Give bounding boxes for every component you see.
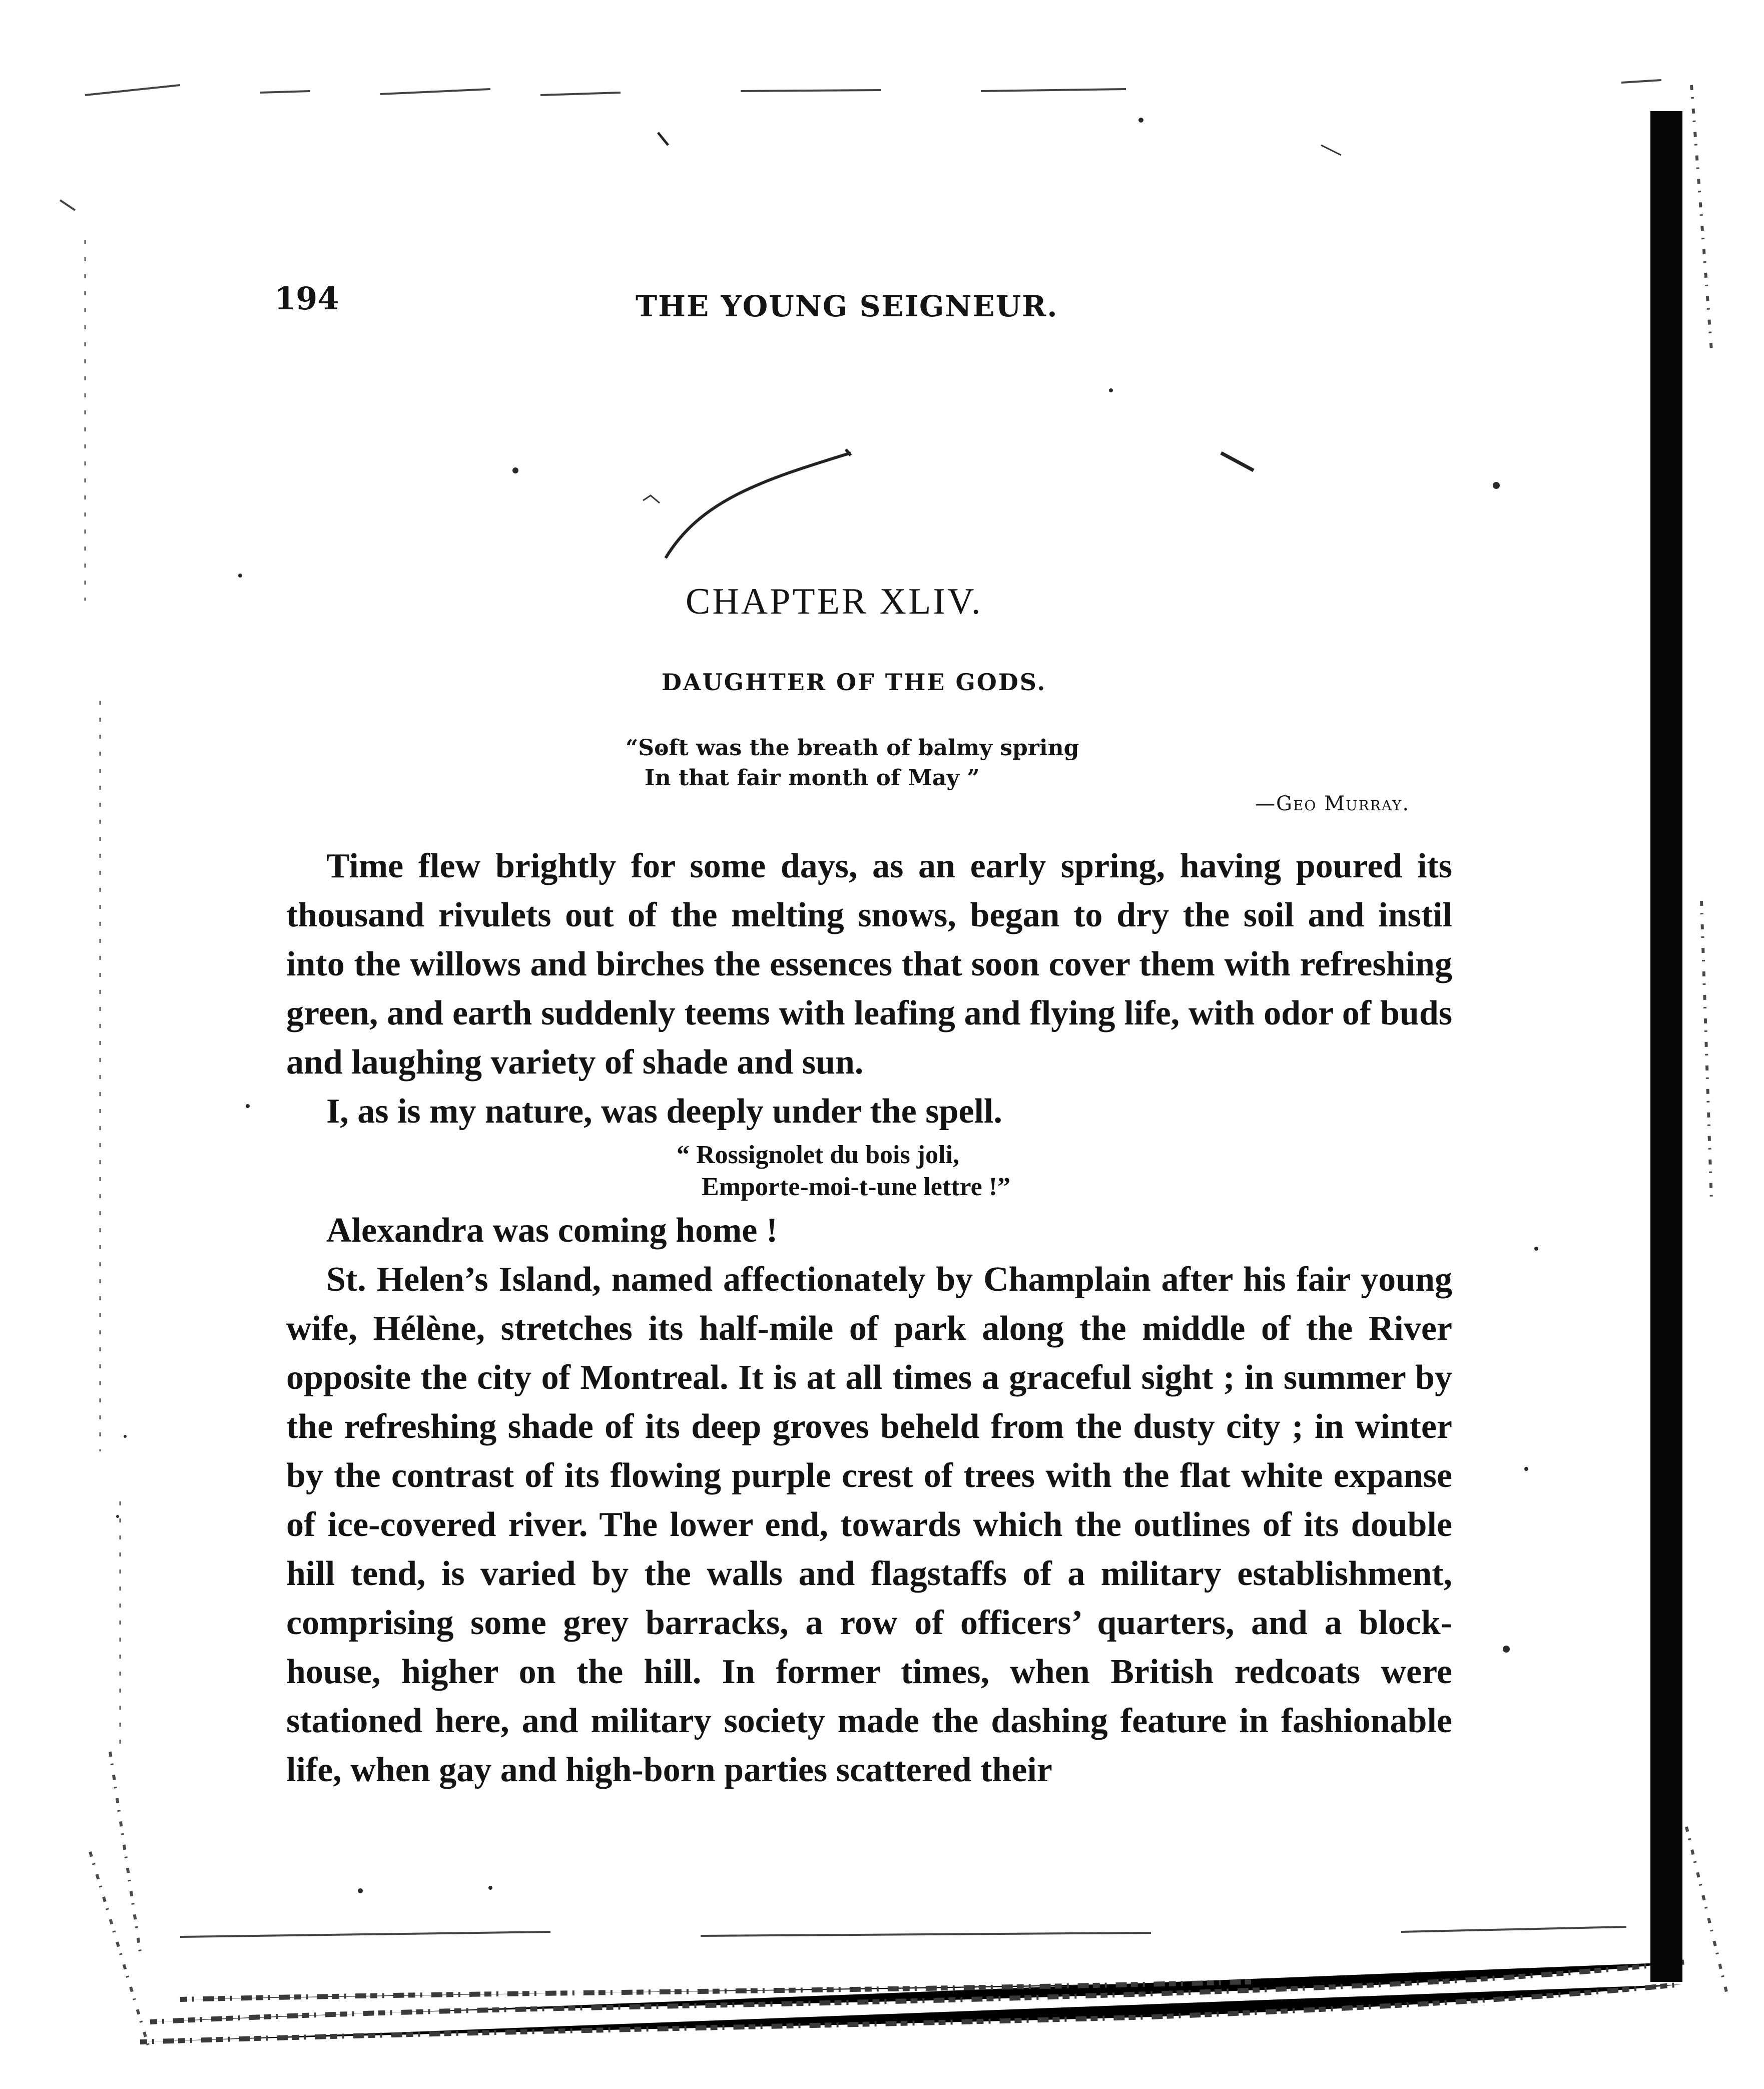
running-title: THE YOUNG SEIGNEUR.	[636, 289, 1058, 323]
paragraph: Time flew brightly for some days, as an early spring, having poured its thousand rivulets out of the melting snows, began to dry the soil and instil into the willows and birches the essences that soon cover them with refreshing green, and earth suddenly teems with leafing and flying life, with odor of buds and laughing variety of shade and sun.	[286, 847, 1452, 1082]
body-text	[286, 842, 1452, 1795]
epigraph-line: “Soft was the breath of balmy spring	[626, 735, 1079, 761]
page-number: 194	[274, 280, 339, 317]
epigraph	[626, 733, 1079, 793]
epigraph-author: —Geo Murray.	[1255, 792, 1410, 815]
verse-line: Emporte-moi-t-une lettre !”	[702, 1173, 1011, 1201]
paragraph: Alexandra was coming home !	[326, 1211, 778, 1250]
paragraph: I, as is my nature, was deeply under the spell.	[326, 1092, 1002, 1131]
binding-shadow-bar	[1650, 111, 1682, 1982]
epigraph-line: In that fair month of May ”	[645, 765, 980, 791]
inset-verse	[677, 1139, 1452, 1203]
verse-line: “ Rossignolet du bois joli,	[677, 1141, 959, 1169]
chapter-subtitle: DAUGHTER OF THE GODS.	[662, 669, 1047, 696]
paragraph: St. Helen’s Island, named affectionately by Champlain after his fair young wife, Hélène, stretches its half-mile of park along the middle of the River opposite the city of Montreal. It is at all times a graceful sight ; in summer by the refreshing shade of its deep groves beheld from the dusty city ; in winter by the contrast of its flowing purple crest of trees with the flat white expanse of ice-covered river. The lower end, towards which the outlines of its double hill tend, is varied by the walls and flagstaffs of a military establishment, comprising some grey barracks, a row of officers’ quarters, and a block-house, higher on the hill. In former times, when British redcoats were stationed here, and military society made the dashing feature in fashionable life, when gay and high-born parties scattered their	[286, 1260, 1452, 1789]
chapter-title: CHAPTER XLIV.	[686, 581, 983, 622]
